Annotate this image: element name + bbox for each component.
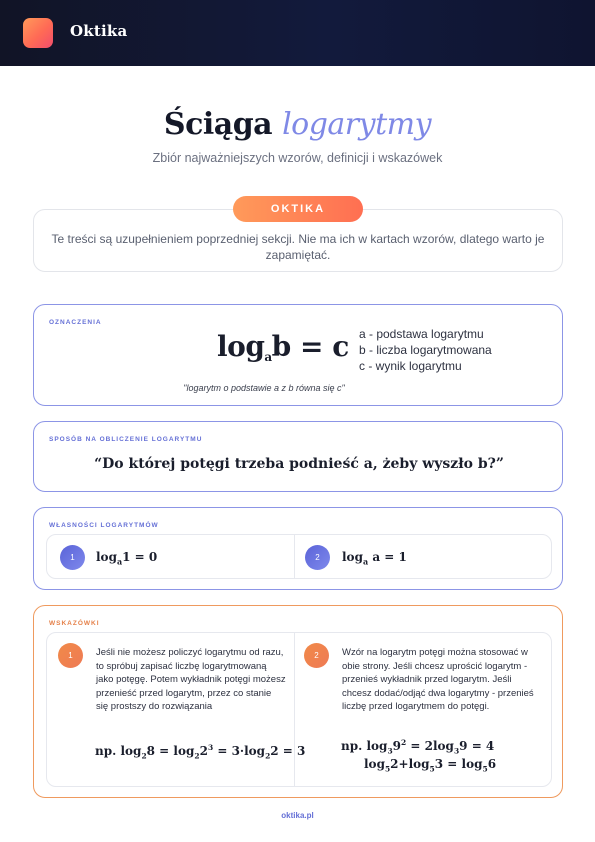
prop-rest: a = 1 bbox=[368, 550, 407, 564]
formula-eq: = bbox=[300, 330, 323, 363]
intro-text: Te treści są uzupełnieniem poprzedniej sekcji. Nie ma ich w kartach wzorów, dlatego warto je zapamiętać. bbox=[51, 232, 545, 262]
ex-sub: 5 bbox=[482, 764, 488, 774]
tip-text: Wzór na logarytm potęgi można stosować w obie strony. Jeśli chcesz uprościć logarytm - przenieś wykładnik przed logarytm. Jeśli chcesz dodać/odjąć dwa logarytmy - przenieś liczbę przed logarytmem do potęgi. bbox=[342, 647, 534, 712]
ex-part: 9 bbox=[392, 739, 402, 753]
ex-part: 9 = 4 bbox=[459, 739, 495, 753]
ex-sub: 2 bbox=[265, 751, 271, 761]
notation-card bbox=[33, 304, 563, 406]
properties-label: WŁASNOŚCI LOGARYTMÓW bbox=[49, 522, 159, 529]
tips-label: WSKAZÓWKI bbox=[49, 620, 100, 627]
ex-sub: 5 bbox=[384, 764, 391, 774]
prop-base: a bbox=[362, 556, 369, 567]
formula-log: log bbox=[217, 330, 265, 363]
ex-part: = 2log bbox=[406, 739, 454, 753]
ex-part: 6 bbox=[487, 757, 497, 771]
property-number-badge: 2 bbox=[305, 545, 330, 570]
ex-sub: 2 bbox=[141, 751, 147, 761]
tips-card bbox=[33, 605, 563, 798]
ex-part: log bbox=[364, 757, 385, 771]
notation-legend bbox=[359, 326, 492, 374]
notation-formula bbox=[217, 330, 349, 364]
tip-number-badge: 1 bbox=[58, 643, 83, 668]
page-title bbox=[0, 107, 595, 142]
tip-number-badge: 2 bbox=[304, 643, 329, 668]
property-formula bbox=[96, 550, 157, 566]
legend-item: a - podstawa logarytmu bbox=[359, 327, 484, 341]
property-formula bbox=[342, 550, 407, 566]
notation-caption: "logarytm o podstawie a z b równa się c" bbox=[183, 383, 345, 393]
method-card bbox=[33, 421, 563, 492]
oktika-logo-icon[interactable] bbox=[23, 18, 53, 48]
prop-base: a bbox=[116, 556, 123, 567]
formula-base: a bbox=[264, 350, 272, 364]
brand-name[interactable]: Oktika bbox=[70, 22, 128, 40]
tip-example bbox=[95, 743, 305, 760]
ex-sub: 3 bbox=[453, 746, 460, 756]
property-number-badge: 1 bbox=[60, 545, 85, 570]
notation-label: OZNACZENIA bbox=[49, 319, 102, 326]
ex-part: 2+log bbox=[390, 757, 430, 771]
footer-link[interactable]: oktika.pl bbox=[281, 811, 314, 820]
top-bar bbox=[0, 0, 595, 66]
formula-arg: b bbox=[271, 330, 291, 363]
legend-item: b - liczba logarytmowana bbox=[359, 343, 492, 357]
ex-part: = 3·log bbox=[213, 744, 266, 758]
prop-log: log bbox=[342, 550, 363, 564]
ex-part: np. log bbox=[341, 739, 388, 753]
page-subtitle: Zbiór najważniejszych wzorów, definicji i wskazówek bbox=[152, 151, 443, 165]
ex-sub: 5 bbox=[429, 764, 435, 774]
method-label: SPOSÓB NA OBLICZENIE LOGARYTMU bbox=[49, 436, 203, 443]
ex-part: 2 bbox=[199, 744, 208, 758]
tip-text: Jeśli nie możesz policzyć logarytmu od razu, to spróbuj zapisać liczbę logarytmowaną jako potęgę. Potem wykładnik potęgi możesz przenieść przed logarytm, przez co stanie się prostszy do rozwiązania bbox=[96, 647, 286, 712]
intro-pill-badge: OKTIKA bbox=[233, 196, 363, 222]
ex-sub: 3 bbox=[387, 746, 393, 756]
title-main: Ściąga bbox=[163, 107, 273, 142]
tip-example bbox=[364, 757, 496, 773]
ex-part: 8 = log bbox=[146, 744, 195, 758]
properties-inner bbox=[46, 534, 552, 579]
prop-rest: 1 = 0 bbox=[122, 550, 158, 564]
tips-divider bbox=[294, 633, 295, 786]
ex-part: np. log bbox=[95, 744, 142, 758]
formula-result: c bbox=[332, 330, 349, 363]
ex-part: 2 = 3 bbox=[270, 744, 306, 758]
tips-inner bbox=[46, 632, 552, 787]
method-quote: “Do której potęgi trzeba podnieść a, żeby wyszło b?” bbox=[94, 456, 504, 472]
ex-sup: 3 bbox=[207, 743, 214, 752]
ex-part: 3 = log bbox=[434, 757, 483, 771]
prop-log: log bbox=[96, 550, 117, 564]
legend-item: c - wynik logarytmu bbox=[359, 359, 462, 373]
title-accent: logarytmy bbox=[282, 107, 432, 142]
tip-example bbox=[341, 738, 494, 755]
ex-sup: 2 bbox=[401, 738, 407, 747]
properties-divider bbox=[294, 535, 295, 578]
properties-card bbox=[33, 507, 563, 590]
ex-sub: 2 bbox=[194, 751, 200, 761]
